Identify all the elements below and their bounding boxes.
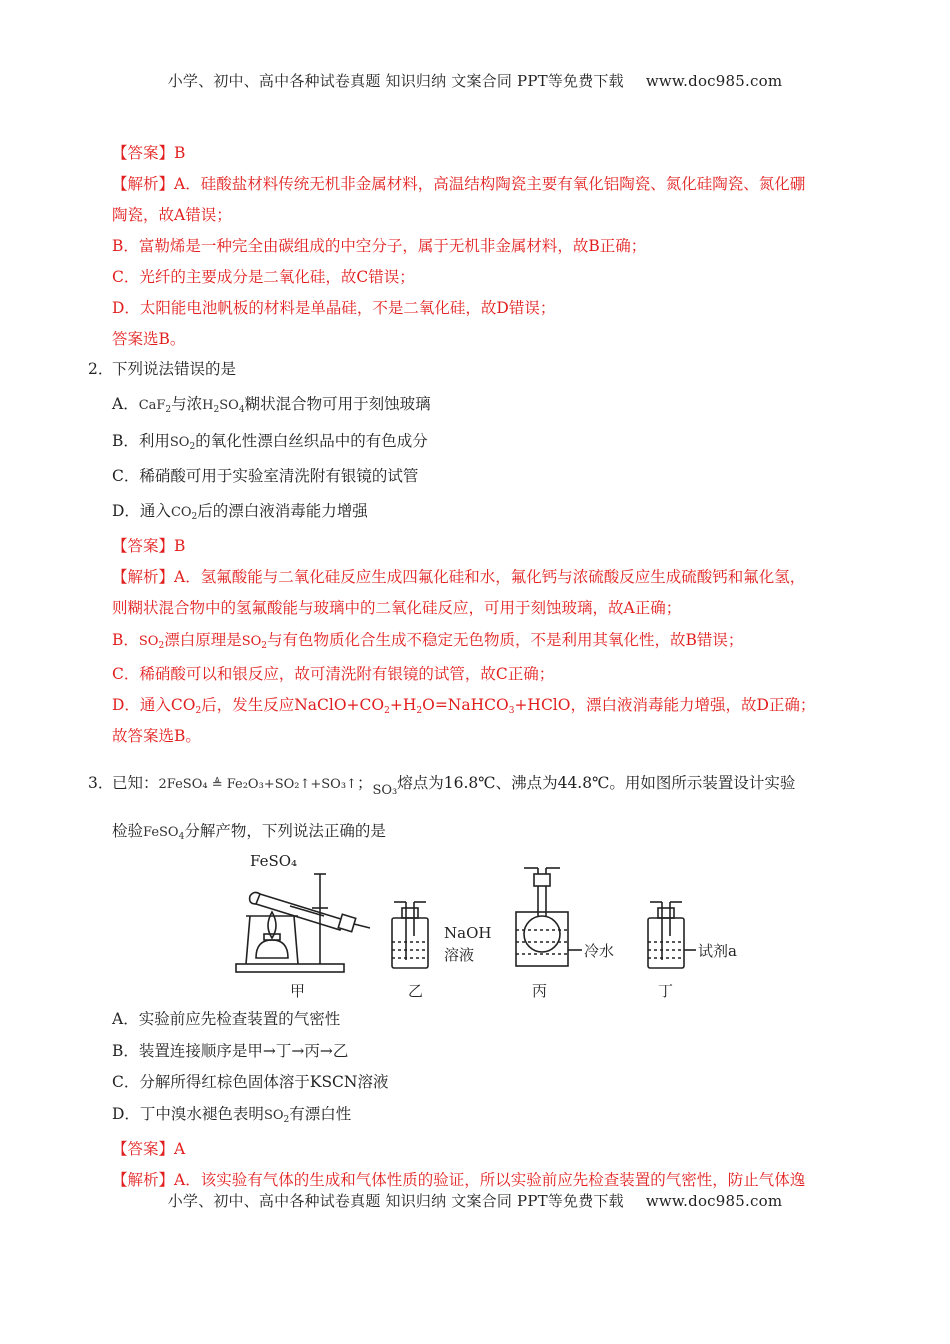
q1-answer: 【答案】B [112,144,186,162]
label-shiji: 试剂a [698,942,737,960]
apparatus-ding [648,902,696,968]
footer-text: 小学、初中、高中各种试卷真题 知识归纳 文案合同 PPT等免费下载 [167,1192,624,1210]
q1-exp-line: 答案选B。 [112,330,186,348]
header-text: 小学、初中、高中各种试卷真题 知识归纳 文案合同 PPT等免费下载 [167,72,624,90]
q2-option-c: C．稀硝酸可用于实验室清洗附有银镜的试管 [112,467,419,485]
q2-option-d: D．通入$CO_2$后的漂白液消毒能力增强 [112,502,368,522]
q1-exp-line: C．光纤的主要成分是二氧化硅，故C错误； [112,268,415,286]
page-header [0,70,950,91]
label-naoh: NaOH [444,924,492,942]
q3-stem: 已知：2FeSO₄ ≜ Fe₂O₃+SO₂↑+SO₃↑；$_{SO_3}$熔点为16.8℃、沸点为44.8℃。用如图所示装置设计实验 [112,774,796,798]
q2-exp-line: C．稀硝酸可以和银反应，故可清洗附有银镜的试管，故C正确； [112,665,555,683]
q2-option-a: A．CaF$_2$与浓$H_2SO_4$糊状混合物可用于刻蚀玻璃 [112,395,431,415]
q1-exp-line: B．富勒烯是一种完全由碳组成的中空分子，属于无机非金属材料，故B正确； [112,237,647,255]
label-ding: 丁 [658,982,674,1000]
apparatus-bing [516,868,582,966]
q3-option-b: B．装置连接顺序是甲→丁→丙→乙 [112,1042,349,1060]
q2-number: 2． [88,360,114,378]
label-feso4: FeSO₄ [250,852,298,870]
label-yi: 乙 [408,982,424,1000]
q2-exp-line: 则糊状混合物中的氢氟酸能与玻璃中的二氧化硅反应，可用于刻蚀玻璃，故A正确； [112,599,682,617]
footer-site[interactable]: www.doc985.com [645,1192,783,1210]
q3-number: 3． [88,774,114,792]
q3-option-c: C．分解所得红棕色固体溶于KSCN溶液 [112,1073,389,1091]
q3-answer: 【答案】A [112,1140,186,1158]
q2-exp-line: 故答案选B。 [112,727,201,745]
header-site[interactable]: www.doc985.com [645,72,783,90]
q1-exp-line: D．太阳能电池帆板的材料是单晶硅，不是二氧化硅，故D错误； [112,299,556,317]
q2-option-b: B．利用$SO_2$的氧化性漂白丝织品中的有色成分 [112,432,428,452]
q3-equation: 2FeSO₄ ≜ Fe₂O₃+SO₂↑+SO₃↑ [158,777,357,792]
label-jia: 甲 [290,982,306,1000]
q3-stem-2: 检验FeSO$_4$分解产物，下列说法正确的是 [112,822,386,842]
q2-exp-line: D．通入$CO_2$后，发生反应$NaClO+CO_2+H_2O=NaHCO_3+HClO$，漂白液消毒能力增强，故D正确； [112,696,816,716]
q3-option-a: A．实验前应先检查装置的气密性 [112,1010,341,1028]
apparatus-jia [236,874,370,972]
label-bing: 丙 [532,982,548,1000]
q3-exp-line: 【解析】A．该实验有气体的生成和气体性质的验证，所以实验前应先检查装置的气密性，防止气体逸 [112,1171,806,1189]
q1-exp-line: 陶瓷，故A错误； [112,206,232,224]
page-footer [0,1190,950,1211]
label-rongye: 溶液 [444,946,475,964]
q2-exp-line: 【解析】A．氢氟酸能与二氧化硅反应生成四氟化硅和水，氟化钙与浓硫酸反应生成硫酸钙和氟化氢， [112,568,806,586]
apparatus-yi [392,902,428,968]
apparatus-figure [232,846,752,1006]
label-lengshui: 冷水 [584,942,615,960]
q2-exp-line: B．$SO_2$漂白原理是$SO_2$与有色物质化合生成不稳定无色物质，不是利用其氧化性，故B错误； [112,631,744,651]
q2-stem: 下列说法错误的是 [112,360,237,378]
q2-answer: 【答案】B [112,537,186,555]
q1-exp-line: 【解析】A．硅酸盐材料传统无机非金属材料，高温结构陶瓷主要有氧化铝陶瓷、氮化硅陶瓷、氮化硼 [112,175,806,193]
q3-option-d: D．丁中溴水褪色表明$SO_2$有漂白性 [112,1105,352,1125]
